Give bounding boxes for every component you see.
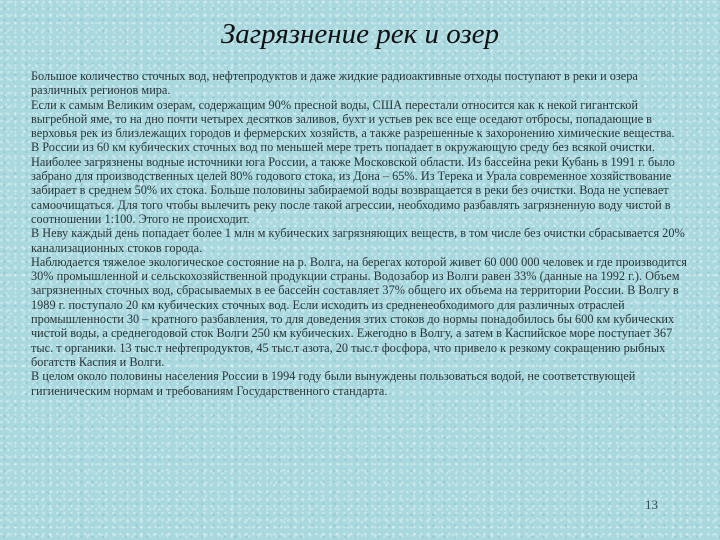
paragraph-neva: В Неву каждый день попадает более 1 млн м кубических загрязняющих веществ, в том числе без очистки сбрасывается 20% канализационных стоков города. [31,226,685,255]
paragraph-russia-wastewater: В России из 60 км кубических сточных вод по меньшей мере треть попадает в окружающую среду без всякой очистки. Наиболее загрязнены водные источники юга России, а также Московской области. Из бассейна реки Кубань в 1991 г. было забрано для производственных целей 80% годового стока, из Дона – 65%. Из Терека и Урала современное хозяйствование забирает в среднем 50% их стока. Больше половины забираемой воды возвращается в реки без очистки. Вода не успевает самоочищаться. Для того чтобы вылечить реку после такой агрессии, необходимо разбавлять загрязненную воду чистой в соотношении 1:100. Этого не происходит. [31,140,675,226]
paragraph-conclusion: В целом около половины населения России в 1994 году были вынуждены пользоваться водой, не соответствующей гигиеническим нормам и требованиям Государственного стандарта. [31,369,636,398]
paragraph-volga: Наблюдается тяжелое экологическое состояние на р. Волга, на берегах которой живет 60 000 000 человек и где производится 30% промышленной и сельскохозяйственной продукции страны. Водозабор из Волги равен 33% (данные на 1992 г.). Объем загрязненных сточных вод, сбрасываемых в ее бассейн составляет 37% общего их объема на территории России. В Волгу в 1989 г. поступало 20 км кубических сточных вод. Если исходить из средненеобходимого для различных отраслей промышленности 30 – кратного разбавления, то для доведения этих стоков до нормы понадобилось бы 600 км кубических чистой воды, а среднегодовой сток Волги 250 км кубических. Ежегодно в Волгу, а затем в Каспийское море поступает 367 тыс. т органики. 13 тыс.т нефтепродуктов, 45 тыс.т азота, 20 тыс.т фосфора, что привело к резкому сокращению рыбных богатств Каспия и Волги. [31,254,687,369]
slide-body [31,69,696,398]
paragraph-usa-great-lakes: Если к самым Великим озерам, содержащим 90% пресной воды, США перестали относится как к некой гигантской выгребной яме, то на дно почти четырех десятков заливов, бухт и устьев рек все еще оседают отбросы, попадающие в верховья рек из близлежащих городов и фермерских хозяйств, а также разрешенные к захоронению химические вещества. [31,97,675,141]
slide-title [0,16,720,52]
slide-title-text: Загрязнение рек и озер [220,18,500,50]
paragraph-intro: Большое количество сточных вод, нефтепродуктов и даже жидкие радиоактивные отходы поступают в реки и озера различных регионов мира. [31,69,638,98]
page-number: 13 [645,497,658,512]
